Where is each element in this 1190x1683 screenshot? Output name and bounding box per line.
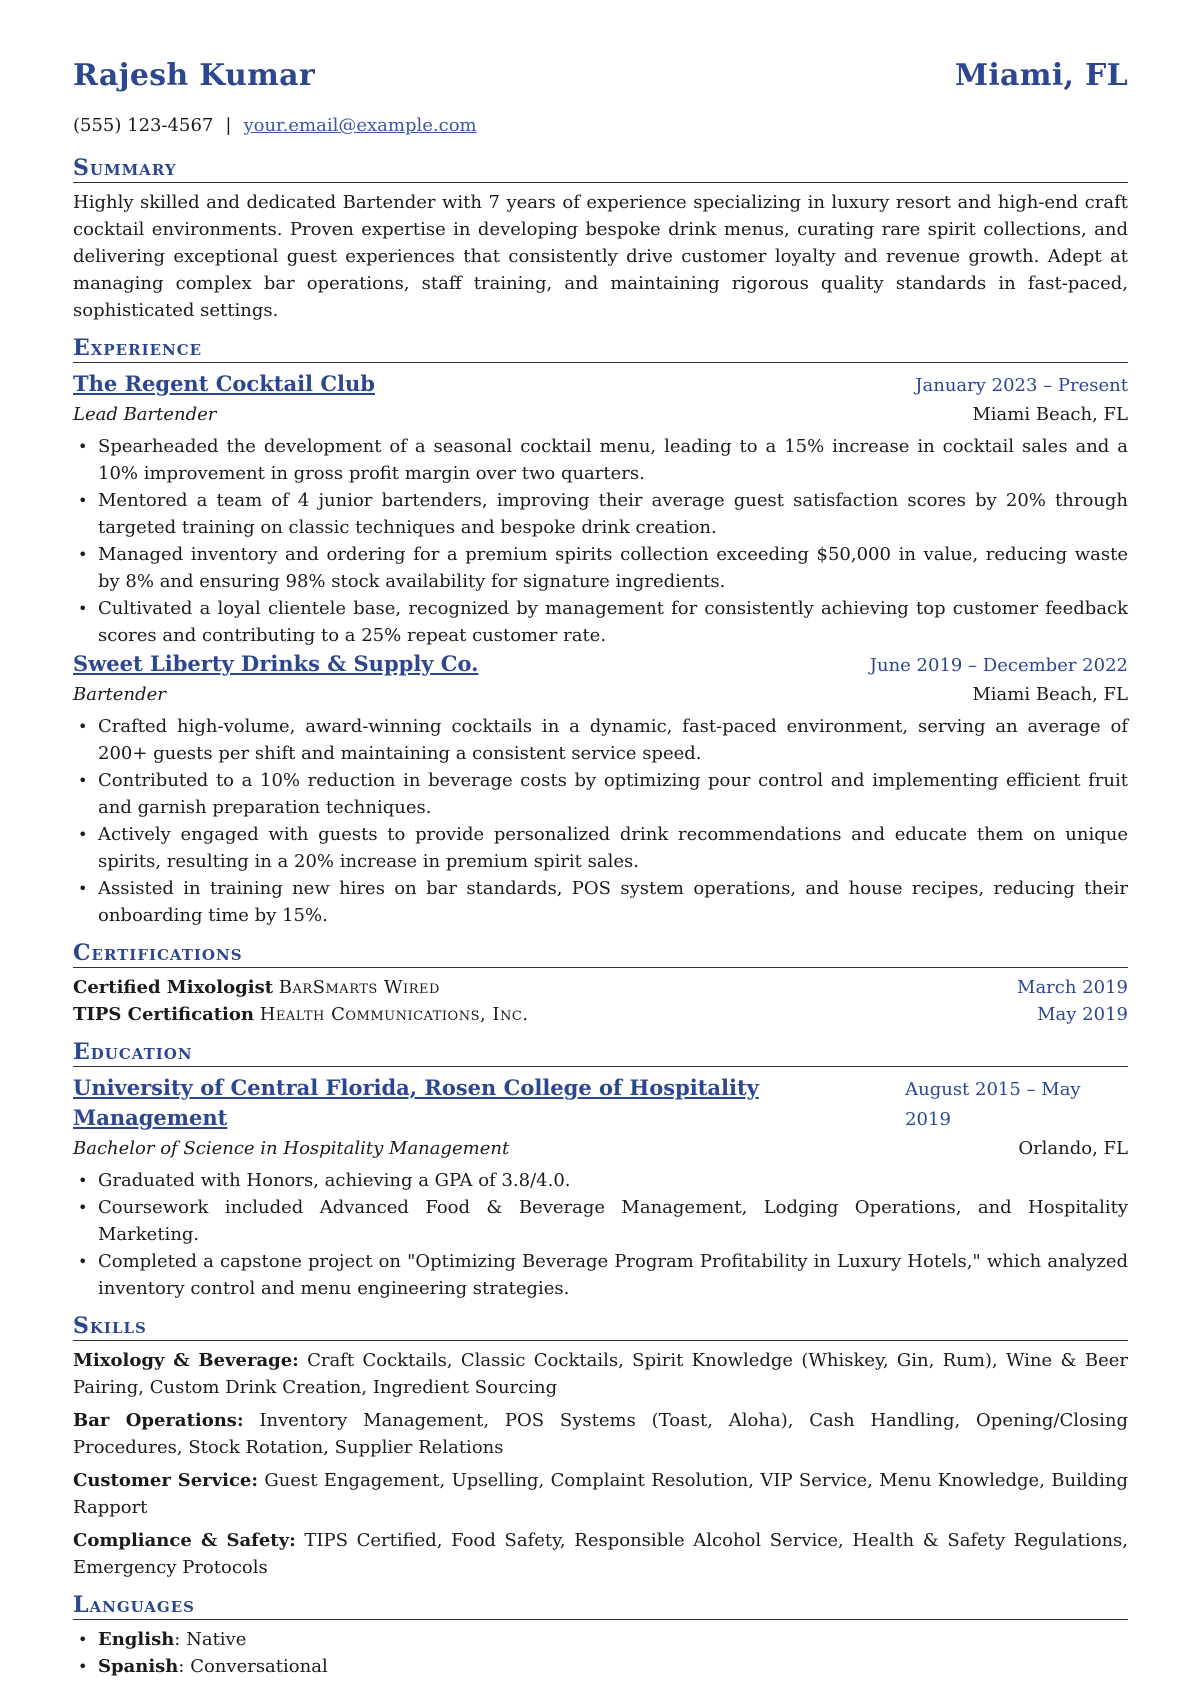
contact-separator: | — [225, 115, 232, 136]
job-role: Bartender — [73, 684, 166, 705]
summary-text: Highly skilled and dedicated Bartender with 7 years of experience specializing in luxury resort and high-end craft cocktail environments. Proven expertise in developing bespoke drink menus, curating rare spirit collections, and delivering exceptional guest experiences that consistently drive customer loyalty and revenue growth. Adept at managing complex bar operations, staff training, and maintaining rigorous quality standards in fast-paced, sophisticated settings. — [73, 192, 1128, 321]
bullet-item: • Actively engaged with guests to provide personalized drink recommendations and educate them on unique spirits, resulting in a 20% increase in premium spirit sales. — [98, 821, 1128, 875]
skill-text: Craft Cocktails, Classic Cocktails, Spirit Knowledge (Whiskey, Gin, Rum), Wine & Beer Pairing, Custom Drink Creation, Ingredient Sourcing — [73, 1350, 1128, 1398]
degree: Bachelor of Science in Hospitality Management — [73, 1138, 510, 1159]
job-location: Miami Beach, FL — [972, 684, 1128, 705]
education-dates: August 2015 – May 2019 — [905, 1079, 1081, 1130]
bullet-item: • Crafted high-volume, award-winning cocktails in a dynamic, fast-paced environment, serving an average of 200+ guests per shift and maintaining a consistent service speed. — [98, 713, 1128, 767]
resume-header — [73, 58, 1128, 108]
skill-text: TIPS Certified, Food Safety, Responsible Alcohol Service, Health & Safety Regulations, Emergency Protocols — [73, 1530, 1128, 1578]
certification-row — [73, 974, 1128, 1001]
languages-list — [73, 1626, 1128, 1680]
school-link[interactable]: University of Central Florida, Rosen College of Hospitality Management — [73, 1075, 759, 1130]
bullet-item: • Spearheaded the development of a seasonal cocktail menu, leading to a 15% increase in cocktail sales and a 10% improvement in gross profit margin over two quarters. — [98, 433, 1128, 487]
summary-heading: Summary — [73, 154, 1128, 183]
phone-number: (555) 123-4567 — [73, 115, 214, 136]
skill-group — [73, 1527, 1128, 1581]
skill-group — [73, 1467, 1128, 1521]
bullet-item: • Contributed to a 10% reduction in beverage costs by optimizing pour control and implementing efficient fruit and garnish preparation techniques. — [98, 767, 1128, 821]
bullet-item: • Managed inventory and ordering for a premium spirits collection exceeding $50,000 in value, reducing waste by 8% and ensuring 98% stock availability for signature ingredients. — [98, 541, 1128, 595]
job-bullets — [73, 713, 1128, 929]
education-bullets — [73, 1167, 1128, 1302]
skill-group — [73, 1347, 1128, 1401]
experience-heading: Experience — [73, 334, 1128, 363]
skill-text: Inventory Management, POS Systems (Toast, Aloha), Cash Handling, Opening/Closing Procedures, Stock Rotation, Supplier Relations — [73, 1410, 1128, 1458]
skills-heading: Skills — [73, 1312, 1128, 1341]
bullet-item: • Assisted in training new hires on bar standards, POS system operations, and house recipes, reducing their onboarding time by 15%. — [98, 875, 1128, 929]
certification-date: May 2019 — [1037, 1004, 1128, 1025]
employer-link[interactable]: Sweet Liberty Drinks & Supply Co. — [73, 651, 479, 676]
certification-issuer: Health Communications, Inc. — [259, 1004, 529, 1025]
job-role: Lead Bartender — [73, 404, 217, 425]
skill-label: Bar Operations: — [73, 1410, 244, 1431]
skill-group — [73, 1407, 1128, 1461]
certifications-heading: Certifications — [73, 939, 1128, 968]
candidate-name: Rajesh Kumar — [73, 58, 315, 93]
certification-date: March 2019 — [1017, 977, 1128, 998]
resume-page — [73, 58, 1128, 1680]
education-heading: Education — [73, 1038, 1128, 1067]
skill-label: Mixology & Beverage: — [73, 1350, 299, 1371]
job-bullets — [73, 433, 1128, 649]
certification-name: TIPS Certification — [73, 1004, 254, 1025]
language-item — [98, 1653, 1128, 1680]
language-level: : Native — [174, 1629, 247, 1650]
bullet-item: • Completed a capstone project on "Optimizing Beverage Program Profitability in Luxury Hotels," which analyzed inventory control and menu engineering strategies. — [98, 1248, 1128, 1302]
bullet-item: • Coursework included Advanced Food & Beverage Management, Lodging Operations, and Hospitality Marketing. — [98, 1194, 1128, 1248]
employer-link[interactable]: The Regent Cocktail Club — [73, 371, 375, 396]
job-entry — [73, 649, 1128, 929]
certification-row — [73, 1001, 1128, 1028]
job-dates: June 2019 – December 2022 — [869, 655, 1128, 676]
certification-issuer: BarSmarts Wired — [278, 977, 440, 998]
job-location: Miami Beach, FL — [972, 404, 1128, 425]
school-location: Orlando, FL — [1018, 1138, 1128, 1159]
languages-heading: Languages — [73, 1591, 1128, 1620]
bullet-item: • Graduated with Honors, achieving a GPA of 3.8/4.0. — [98, 1167, 1128, 1194]
language-name: English — [98, 1629, 175, 1650]
bullet-item: • Mentored a team of 4 junior bartenders, improving their average guest satisfaction scores by 20% through targeted training on classic techniques and bespoke drink creation. — [98, 487, 1128, 541]
job-dates: January 2023 – Present — [915, 375, 1128, 396]
contact-line — [73, 108, 1128, 144]
certification-name: Certified Mixologist — [73, 977, 274, 998]
skill-label: Compliance & Safety: — [73, 1530, 296, 1551]
job-entry — [73, 369, 1128, 649]
skill-label: Customer Service: — [73, 1470, 259, 1491]
bullet-item: • Cultivated a loyal clientele base, recognized by management for consistently achieving top customer feedback scores and contributing to a 25% repeat customer rate. — [98, 595, 1128, 649]
email-link[interactable]: your.email@example.com — [243, 115, 477, 136]
skill-text: Guest Engagement, Upselling, Complaint Resolution, VIP Service, Menu Knowledge, Building Rapport — [73, 1470, 1128, 1518]
language-item — [98, 1626, 1128, 1653]
language-name: Spanish — [98, 1656, 179, 1677]
candidate-location: Miami, FL — [954, 58, 1128, 93]
language-level: : Conversational — [178, 1656, 328, 1677]
